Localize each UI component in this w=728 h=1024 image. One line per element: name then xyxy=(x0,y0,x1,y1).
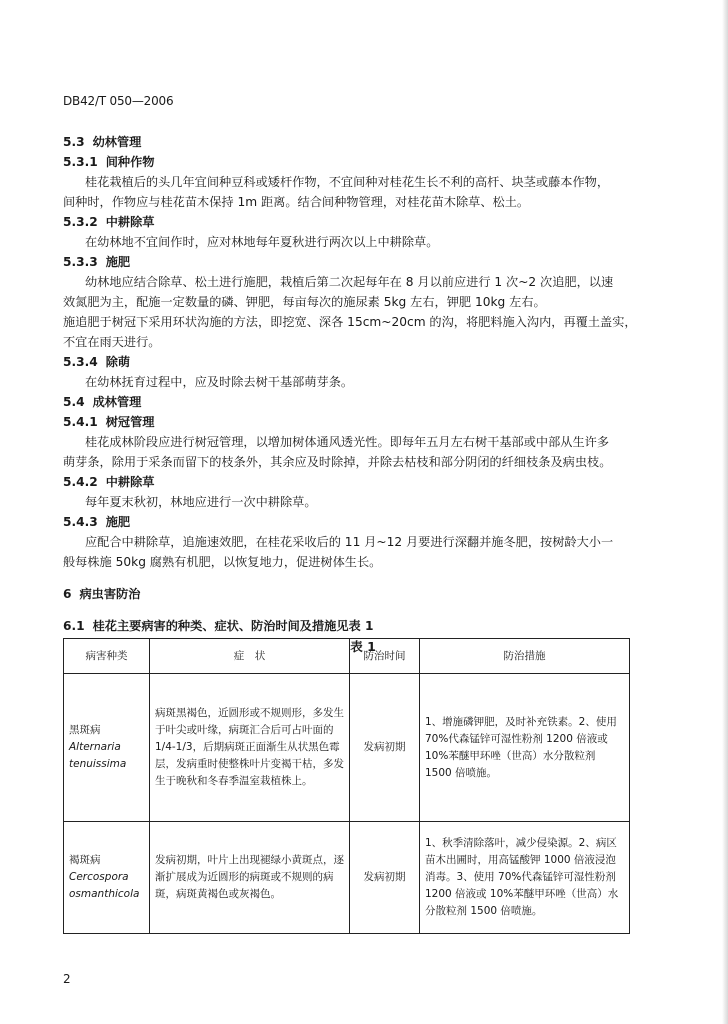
section-title: 中耕除草 xyxy=(105,215,155,229)
paragraph-text: 施追肥于树冠下采用环状沟施的方法，即挖宽、深各 15cm~20cm 的沟，将肥料施入沟内，再覆土盖实， xyxy=(63,315,637,329)
table-row xyxy=(64,674,630,822)
paragraph-line xyxy=(63,172,663,192)
section-number: 5.3.3 xyxy=(63,255,98,269)
paragraph-text: 桂花成林阶段应进行树冠管理，以增加树体通风透光性。即每年五月左右树干基部或中部从生许多 xyxy=(85,435,610,449)
page-number: 2 xyxy=(63,972,71,986)
control-time-cell: 发病初期 xyxy=(350,822,420,934)
section-title: 中耕除草 xyxy=(105,475,155,489)
section-title: 树冠管理 xyxy=(105,415,155,429)
section-number: 5.4.2 xyxy=(63,475,98,489)
symptom-cell: 发病初期，叶片上出现褪绿小黄斑点，逐渐扩展成为近圆形的病斑或不规则的病斑，病斑黄褐色或灰褐色。 xyxy=(150,822,350,934)
section-heading xyxy=(63,616,663,636)
section-heading xyxy=(63,584,663,604)
paragraph-line xyxy=(63,552,663,572)
section-title: 病虫害防治 xyxy=(79,587,141,601)
paragraph-text: 不宜在雨天进行。 xyxy=(63,335,161,349)
section-heading xyxy=(63,212,663,232)
section-number: 5.3.4 xyxy=(63,355,98,369)
paragraph-line xyxy=(63,372,663,392)
header-control-time: 防治时间 xyxy=(350,639,420,674)
section-heading xyxy=(63,132,663,152)
disease-name-cell xyxy=(64,674,150,822)
section-number: 5.4 xyxy=(63,395,85,409)
paragraph-text: 在幼林地不宜间作时，应对林地每年夏秋进行两次以上中耕除草。 xyxy=(85,235,439,249)
disease-name: 黑斑病 xyxy=(69,724,101,736)
table-header-row xyxy=(64,639,630,674)
control-time-cell: 发病初期 xyxy=(350,674,420,822)
section-title: 桂花主要病害的种类、症状、防治时间及措施见表 1 xyxy=(92,619,374,633)
paragraph-line xyxy=(63,232,663,252)
section-heading xyxy=(63,352,663,372)
section-number: 5.4.1 xyxy=(63,415,98,429)
section-number: 5.4.3 xyxy=(63,515,98,529)
section-number: 5.3.2 xyxy=(63,215,98,229)
paragraph-line xyxy=(63,292,663,312)
header-symptom: 症 状 xyxy=(150,639,350,674)
paragraph-text: 每年夏末秋初，林地应进行一次中耕除草。 xyxy=(85,495,317,509)
section-heading xyxy=(63,412,663,432)
document-code: DB42/T 050—2006 xyxy=(63,94,174,108)
paragraph-text: 幼林地应结合除草、松土进行施肥，栽植后第二次起每年在 8 月以前应进行 1 次~2 次追肥，以速 xyxy=(85,275,614,289)
disease-name-cell xyxy=(64,822,150,934)
section-title: 施肥 xyxy=(105,515,131,529)
section-number: 5.3.1 xyxy=(63,155,98,169)
section-title: 除萌 xyxy=(105,355,131,369)
paragraph-line xyxy=(63,452,663,472)
header-control-measure: 防治措施 xyxy=(420,639,630,674)
section-title: 幼林管理 xyxy=(92,135,142,149)
paragraph-text: 在幼林抚育过程中，应及时除去树干基部萌芽条。 xyxy=(85,375,354,389)
section-heading xyxy=(63,252,663,272)
paragraph-text: 间种时，作物应与桂花苗木保持 1m 距离。结合间种物管理，对桂花苗木除草、松土。 xyxy=(63,195,530,209)
symptom-cell: 病斑黑褐色，近圆形或不规则形，多发生于叶尖或叶缘，病斑汇合后可占叶面的 1/4-1/3，后期病斑正面渐生从状黑色霉层，发病重时使整株叶片变褐干枯，多发生于晚秋和冬春季温室栽植株上。 xyxy=(150,674,350,822)
control-measure-cell: 1、秋季清除落叶，减少侵染源。2、病区苗木出圃时，用高锰酸钾 1000 倍液浸泡消毒。3、使用 70%代森锰锌可湿性粉剂 1200 倍液或 10%苯醚甲环唑（世高）水分散粒剂 1500 倍喷施。 xyxy=(420,822,630,934)
section-number: 6.1 xyxy=(63,619,85,633)
section-heading xyxy=(63,512,663,532)
section-title: 施肥 xyxy=(105,255,131,269)
paragraph-text: 般每株施 50kg 腐熟有机肥，以恢复地力，促进树体生长。 xyxy=(63,555,382,569)
disease-name: 褐斑病 xyxy=(69,854,101,866)
paragraph-line xyxy=(63,492,663,512)
document-body xyxy=(63,132,663,656)
section-number: 5.3 xyxy=(63,135,85,149)
disease-latin-name: Alternaria tenuissima xyxy=(69,741,127,770)
paragraph-text: 应配合中耕除草，追施速效肥，在桂花采收后的 11 月~12 月要进行深翻并施冬肥，按树龄大小一 xyxy=(85,535,614,549)
section-heading xyxy=(63,472,663,492)
control-measure-cell: 1、增施磷钾肥，及时补充铁素。2、使用 70%代森锰锌可湿性粉剂 1200 倍液或 10%苯醚甲环唑（世高）水分散粒剂 1500 倍喷施。 xyxy=(420,674,630,822)
table-title: 表 1 xyxy=(350,639,376,654)
paragraph-text: 效氮肥为主，配施一定数量的磷、钾肥，每亩每次的施尿素 5kg 左右，钾肥 10kg 左右。 xyxy=(63,295,546,309)
table-row xyxy=(64,822,630,934)
disease-latin-name: Cercospora osmanthicola xyxy=(69,871,140,900)
paragraph-line xyxy=(63,432,663,452)
section-title: 成林管理 xyxy=(92,395,142,409)
section-heading xyxy=(63,152,663,172)
section-title: 间种作物 xyxy=(105,155,155,169)
scan-edge-shadow xyxy=(722,0,728,1024)
disease-table xyxy=(63,638,630,934)
header-disease-type: 病害种类 xyxy=(64,639,150,674)
paragraph-line xyxy=(63,272,663,292)
paragraph-line xyxy=(63,332,663,352)
paragraph-text: 萌芽条，除用于采条而留下的枝条外，其余应及时除掉，并除去枯枝和部分阴闭的纤细枝条及病虫枝。 xyxy=(63,455,612,469)
paragraph-line xyxy=(63,312,663,332)
paragraph-line xyxy=(63,532,663,552)
section-number: 6 xyxy=(63,587,72,601)
paragraph-text: 桂花栽植后的头几年宜间种豆科或矮杆作物，不宜间种对桂花生长不利的高杆、块茎或藤本作物， xyxy=(85,175,610,189)
section-heading xyxy=(63,392,663,412)
paragraph-line xyxy=(63,192,663,212)
